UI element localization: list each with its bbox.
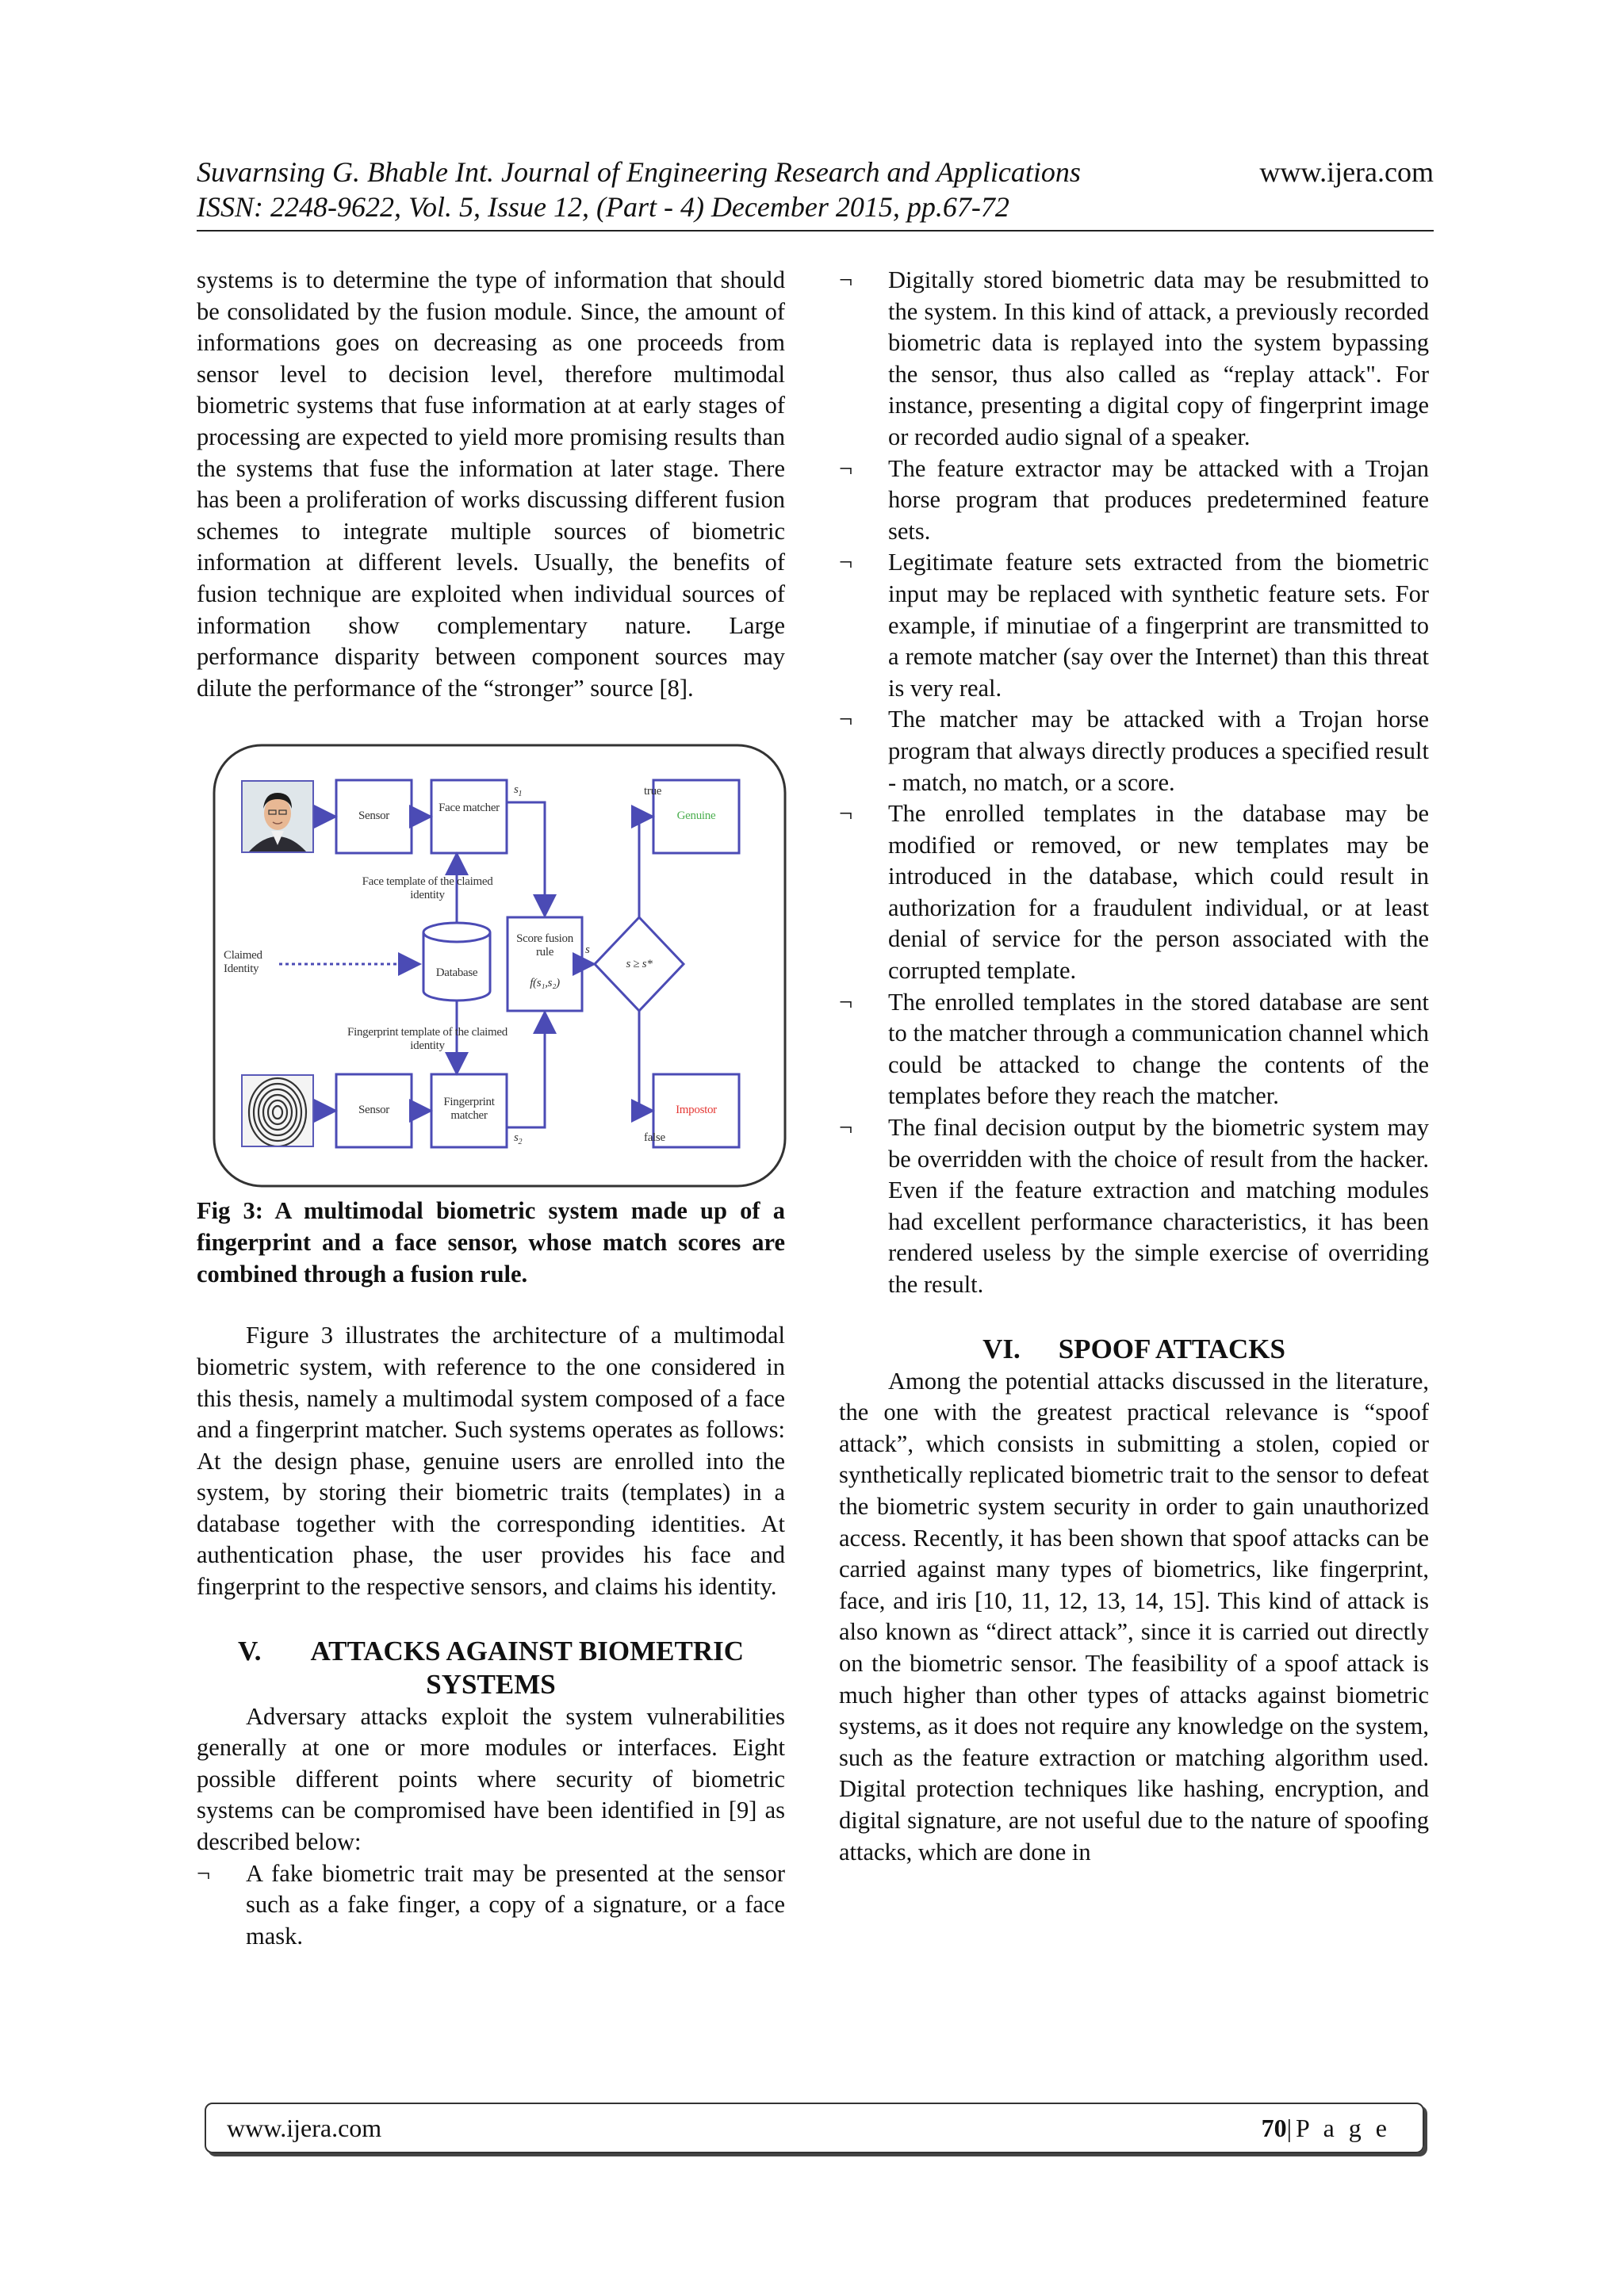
bullet-symbol: ¬ bbox=[839, 1114, 853, 1142]
list-item: ¬ A fake biometric trait may be presented at the sensor such as a fake finger, a copy of a signature, or a face mask. bbox=[197, 1859, 785, 1950]
list-item: ¬ The enrolled templates in the database may be modified or removed, or new templates may be introduced in the database, which could result in authorization for a fraudulent individual, or at least denial of service for the person associated with the corrupted template. bbox=[839, 800, 1429, 985]
figure-caption: Fig 3: A multimodal biometric system made up of a fingerprint and a face sensor, whose match scores are combined through a fusion rule. bbox=[197, 1197, 785, 1288]
list-item: ¬ The matcher may be attacked with a Trojan horse program that always directly produces a specified result - match, no match, or a score. bbox=[839, 706, 1429, 796]
bullet-symbol: ¬ bbox=[839, 706, 853, 733]
paragraph-fusion-levels: systems is to determine the type of information that should be consolidated by the fusion module. Since, the amount of informations goes on decreasing as one proceeds from sensor level to decision level, therefore multimodal biometric systems that fuse information at at early stages of processing are expected to yield more promising results than the systems that fuse the information at later stage. There has been a proliferation of works discussing different fusion schemes to integrate multiple sources of biometric information at different levels. Usually, the benefits of fusion technique are exploited when individual sources of information show complementary nature. Large performance disparity between component sources may dilute the performance of the “stronger” source [8]. bbox=[197, 266, 785, 702]
section-number-5: V. bbox=[237, 1635, 262, 1667]
database-cylinder bbox=[423, 923, 490, 1001]
page-footer bbox=[205, 2103, 1424, 2153]
s2-label: $s_2$ bbox=[514, 1131, 523, 1147]
fingerprint-image bbox=[241, 1074, 314, 1147]
true-label: true bbox=[644, 785, 662, 798]
score-fusion-box bbox=[508, 917, 582, 1011]
bullet-symbol: ¬ bbox=[839, 266, 853, 293]
fingerprint-matcher-label: Fingerprint matcher bbox=[443, 1096, 495, 1123]
false-label: false bbox=[644, 1131, 665, 1145]
section-heading-5 bbox=[197, 1635, 785, 1701]
paragraph-adversary-attacks: Adversary attacks exploit the system vulnerabilities generally at one or more modules or interfaces. Eight possible different points where security of biometric systems can be compromised have been identified in [9] as described below: bbox=[197, 1702, 785, 1856]
fingerprint-template-label: Fingerprint template of the claimed identity bbox=[347, 1026, 508, 1053]
header-divider bbox=[197, 230, 1434, 232]
header-website[interactable]: www.ijera.com bbox=[1259, 156, 1434, 188]
attack-list-left bbox=[197, 1858, 785, 1953]
s1-label: $s_1$ bbox=[514, 783, 523, 799]
fusion-function-label: f(s₁,s₂) bbox=[530, 977, 560, 990]
section-heading-6 bbox=[839, 1333, 1429, 1366]
section-title-6: SPOOF ATTACKS bbox=[1058, 1333, 1285, 1364]
list-item: ¬ Legitimate feature sets extracted from the biometric input may be replaced with synthetic feature sets. For example, if minutiae of a fingerprint are transmitted to a remote matcher (say over the Internet) than this threat is very real. bbox=[839, 549, 1429, 702]
paragraph-architecture: Figure 3 illustrates the architecture of a multimodal biometric system, with reference to the one considered in this thesis, namely a multimodal system composed of a face and a fingerprint matcher. Such systems operates as follows: At the design phase, genuine users are enrolled into the system, by storing their biometric traits (templates) in a database together with the corresponding identities. At authentication phase, the user provides his face and fingerprint to the respective sensors, and claims his identity. bbox=[197, 1322, 785, 1601]
s-label: s bbox=[585, 943, 590, 957]
bullet-symbol: ¬ bbox=[839, 800, 853, 828]
figure-3 bbox=[209, 739, 792, 1195]
bullet-symbol: ¬ bbox=[197, 1859, 211, 1887]
genuine-label: Genuine bbox=[676, 809, 716, 823]
section-number-6: VI. bbox=[982, 1333, 1021, 1364]
journal-citation: Suvarnsing G. Bhable Int. Journal of Engineering Research and Applications bbox=[197, 156, 1081, 188]
face-photo bbox=[241, 780, 314, 853]
list-item: ¬ The feature extractor may be attacked with a Trojan horse program that produces predetermined feature sets. bbox=[839, 454, 1429, 545]
issn-line: ISSN: 2248-9622, Vol. 5, Issue 12, (Part - 4) December 2015, pp.67-72 bbox=[197, 191, 1009, 223]
decision-label: s ≥ s* bbox=[626, 958, 653, 971]
sensor-label-bottom: Sensor bbox=[358, 1104, 390, 1117]
face-template-label: Face template of the claimed identity bbox=[362, 875, 493, 902]
impostor-label: Impostor bbox=[676, 1104, 717, 1117]
running-header bbox=[197, 155, 1434, 224]
claimed-identity-label: Claimed Identity bbox=[224, 949, 262, 976]
face-matcher-label: Face matcher bbox=[439, 802, 500, 815]
database-label: Database bbox=[435, 966, 478, 980]
list-item: ¬ The enrolled templates in the stored database are sent to the matcher through a communication channel which could be attacked to change the contents of the templates before they reach the matcher. bbox=[839, 988, 1429, 1110]
list-item: ¬ Digitally stored biometric data may be resubmitted to the system. In this kind of attack, a previously recorded biometric data is replayed into the system bypassing the sensor, thus also called as “replay attack". For instance, presenting a digital copy of fingerprint image or recorded audio signal of a speaker. bbox=[839, 266, 1429, 450]
bullet-symbol: ¬ bbox=[839, 454, 853, 482]
section-title-5a: ATTACKS AGAINST BIOMETRIC bbox=[310, 1635, 745, 1667]
sensor-label-top: Sensor bbox=[358, 809, 390, 823]
list-item: ¬ The final decision output by the biometric system may be overridden with the choice of result from the hacker. Even if the feature extraction and matching modules had excellent performance characteristics, it has been rendered useless by the simple exercise of overriding the result. bbox=[839, 1114, 1429, 1298]
bullet-symbol: ¬ bbox=[839, 988, 853, 1016]
bullet-symbol: ¬ bbox=[839, 549, 853, 576]
attack-list-right bbox=[839, 265, 1429, 1301]
section-title-5b: SYSTEMS bbox=[426, 1668, 556, 1700]
right-column bbox=[839, 265, 1429, 1868]
face-matcher-box bbox=[431, 780, 507, 853]
footer-website[interactable]: www.ijera.com bbox=[227, 2113, 382, 2142]
page-number: 70|P a g e bbox=[1261, 2113, 1391, 2142]
paragraph-spoof-attacks: Among the potential attacks discussed in the literature, the one with the greatest practical relevance is “spoof attack”, which consists in submitting a stolen, copied or synthetically replicated biometric trait to the sensor to defeat the biometric system security in order to gain unauthorized access. Recently, it has been shown that spoof attacks can be carried against many types of biometrics, like fingerprint, face, and iris [10, 11, 12, 13, 14, 15]. This kind of attack is also known as “direct attack”, since it is carried out directly on the biometric sensor. The feasibility of a spoof attack is much higher than other types of attacks against biometric systems, as it does not require any knowledge on the system, such as the feature extraction or matching algorithm used. Digital protection techniques like hashing, encryption, and digital signature, are not useful due to the nature of spoofing attacks, which are done in bbox=[839, 1367, 1429, 1866]
score-fusion-label: Score fusion rule bbox=[516, 932, 573, 959]
left-column bbox=[197, 265, 785, 1952]
